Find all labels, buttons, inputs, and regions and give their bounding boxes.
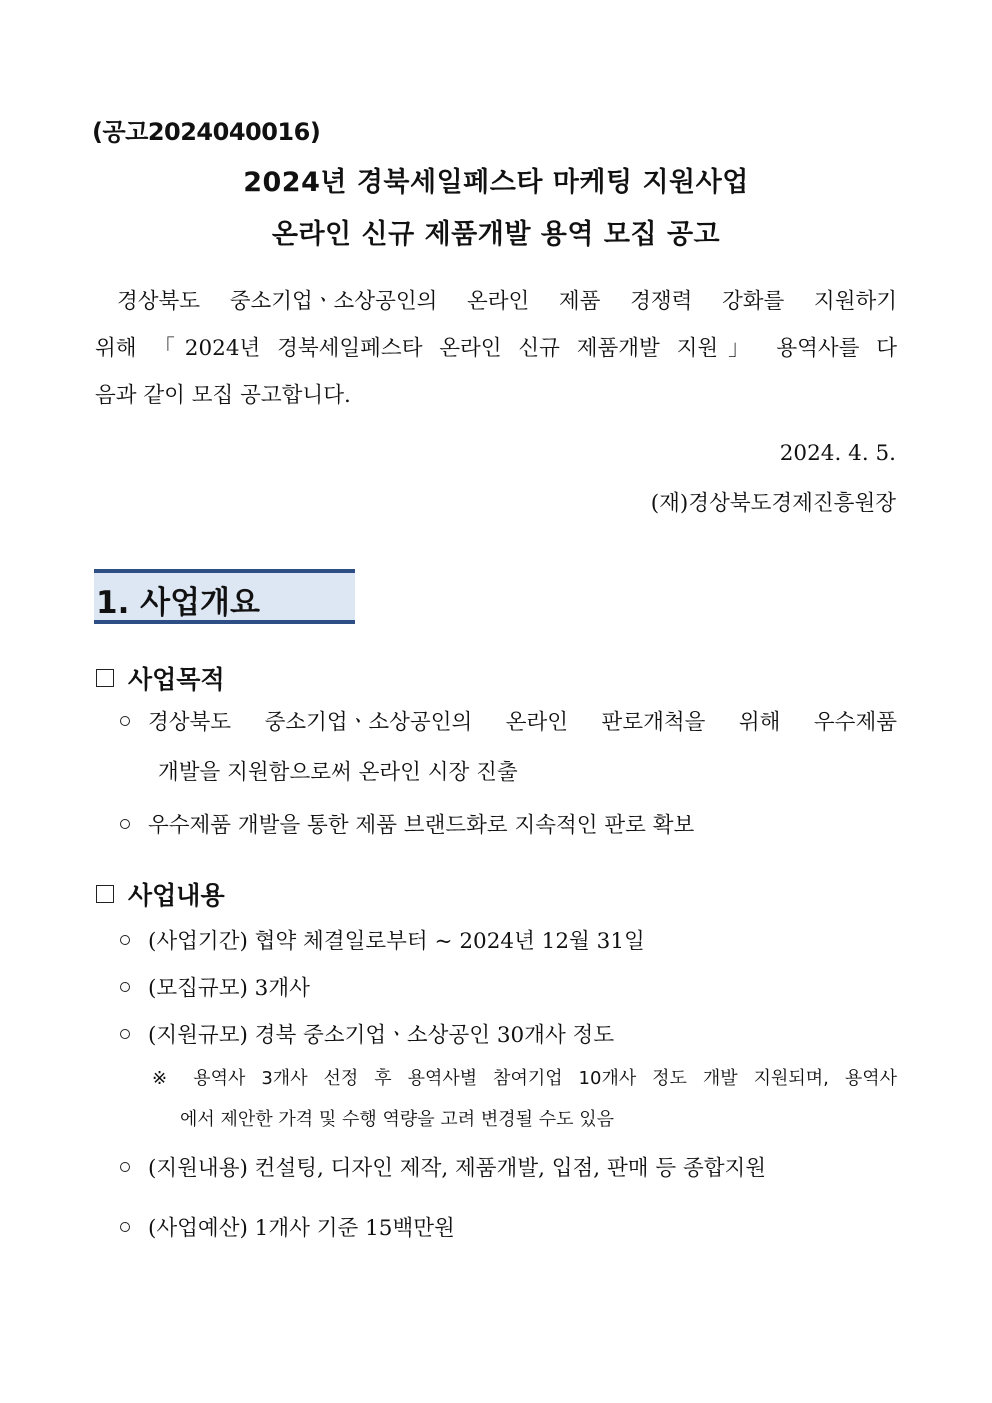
intro-paragraph [95,278,897,419]
circle-bullet-icon [120,716,130,726]
title-line-1: 2024년 경북세일페스타 마케팅 지원사업 [243,167,749,198]
section-heading-text: 1. 사업개요 [96,585,260,621]
subheading-purpose [96,660,225,696]
content-item-support-content [120,1151,766,1182]
subheading-purpose-text: 사업목적 [128,665,225,694]
checkbox-square-icon [96,885,114,903]
circle-bullet-icon [120,935,130,945]
content-item-recruit-scale [120,971,310,1002]
purpose-item-1 [120,705,897,786]
circle-bullet-icon [120,1029,130,1039]
notice-number: (공고2024040016) [92,118,321,146]
issuing-organization: (재)경상북도경제진흥원장 [650,491,896,516]
circle-bullet-icon [120,819,130,829]
note-line-2: 에서 제안한 가격 및 수행 역량을 고려 변경될 수도 있음 [180,1109,615,1130]
notice-date: 2024. 4. 5. [779,441,896,466]
section-heading [94,569,355,624]
circle-bullet-icon [120,1162,130,1172]
intro-line-3: 음과 같이 모집 공고합니다. [95,383,351,408]
content-item-budget [120,1211,455,1242]
purpose-item-2-text: 우수제품 개발을 통한 제품 브랜드화로 지속적인 판로 확보 [148,813,695,838]
intro-line-2: 위해 「2024년 경북세일페스타 온라인 신규 제품개발 지원」 용역사를 다 [95,336,897,361]
subheading-content-text: 사업내용 [128,881,225,910]
support-scale-note [152,1064,897,1131]
content-item-period [120,924,645,955]
note-line-1: ※ 용역사 3개사 선정 후 용역사별 참여기업 10개사 정도 개발 지원되며, 용역사 [152,1068,897,1089]
purpose-item-2 [120,808,694,839]
title-line-2: 온라인 신규 제품개발 용역 모집 공고 [271,219,721,250]
purpose-item-1-line-2: 개발을 지원함으로써 온라인 시장 진출 [158,760,518,785]
intro-line-1: 경상북도 중소기업ㆍ소상공인의 온라인 제품 경쟁력 강화를 지원하기 [117,289,897,314]
content-item-support-scale-text: (지원규모) 경북 중소기업ㆍ소상공인 30개사 정도 [148,1023,615,1048]
content-item-period-text: (사업기간) 협약 체결일로부터 ~ 2024년 12월 31일 [148,929,645,954]
purpose-item-1-line-1: 경상북도 중소기업ㆍ소상공인의 온라인 판로개척을 위해 우수제품 [148,710,897,735]
circle-bullet-icon [120,982,130,992]
subheading-content [96,876,225,912]
checkbox-square-icon [96,669,114,687]
content-item-budget-text: (사업예산) 1개사 기준 15백만원 [148,1216,455,1241]
content-item-recruit-scale-text: (모집규모) 3개사 [148,976,310,1001]
content-item-support-content-text: (지원내용) 컨설팅, 디자인 제작, 제품개발, 입점, 판매 등 종합지원 [148,1156,767,1181]
content-item-support-scale [120,1018,614,1049]
circle-bullet-icon [120,1222,130,1232]
